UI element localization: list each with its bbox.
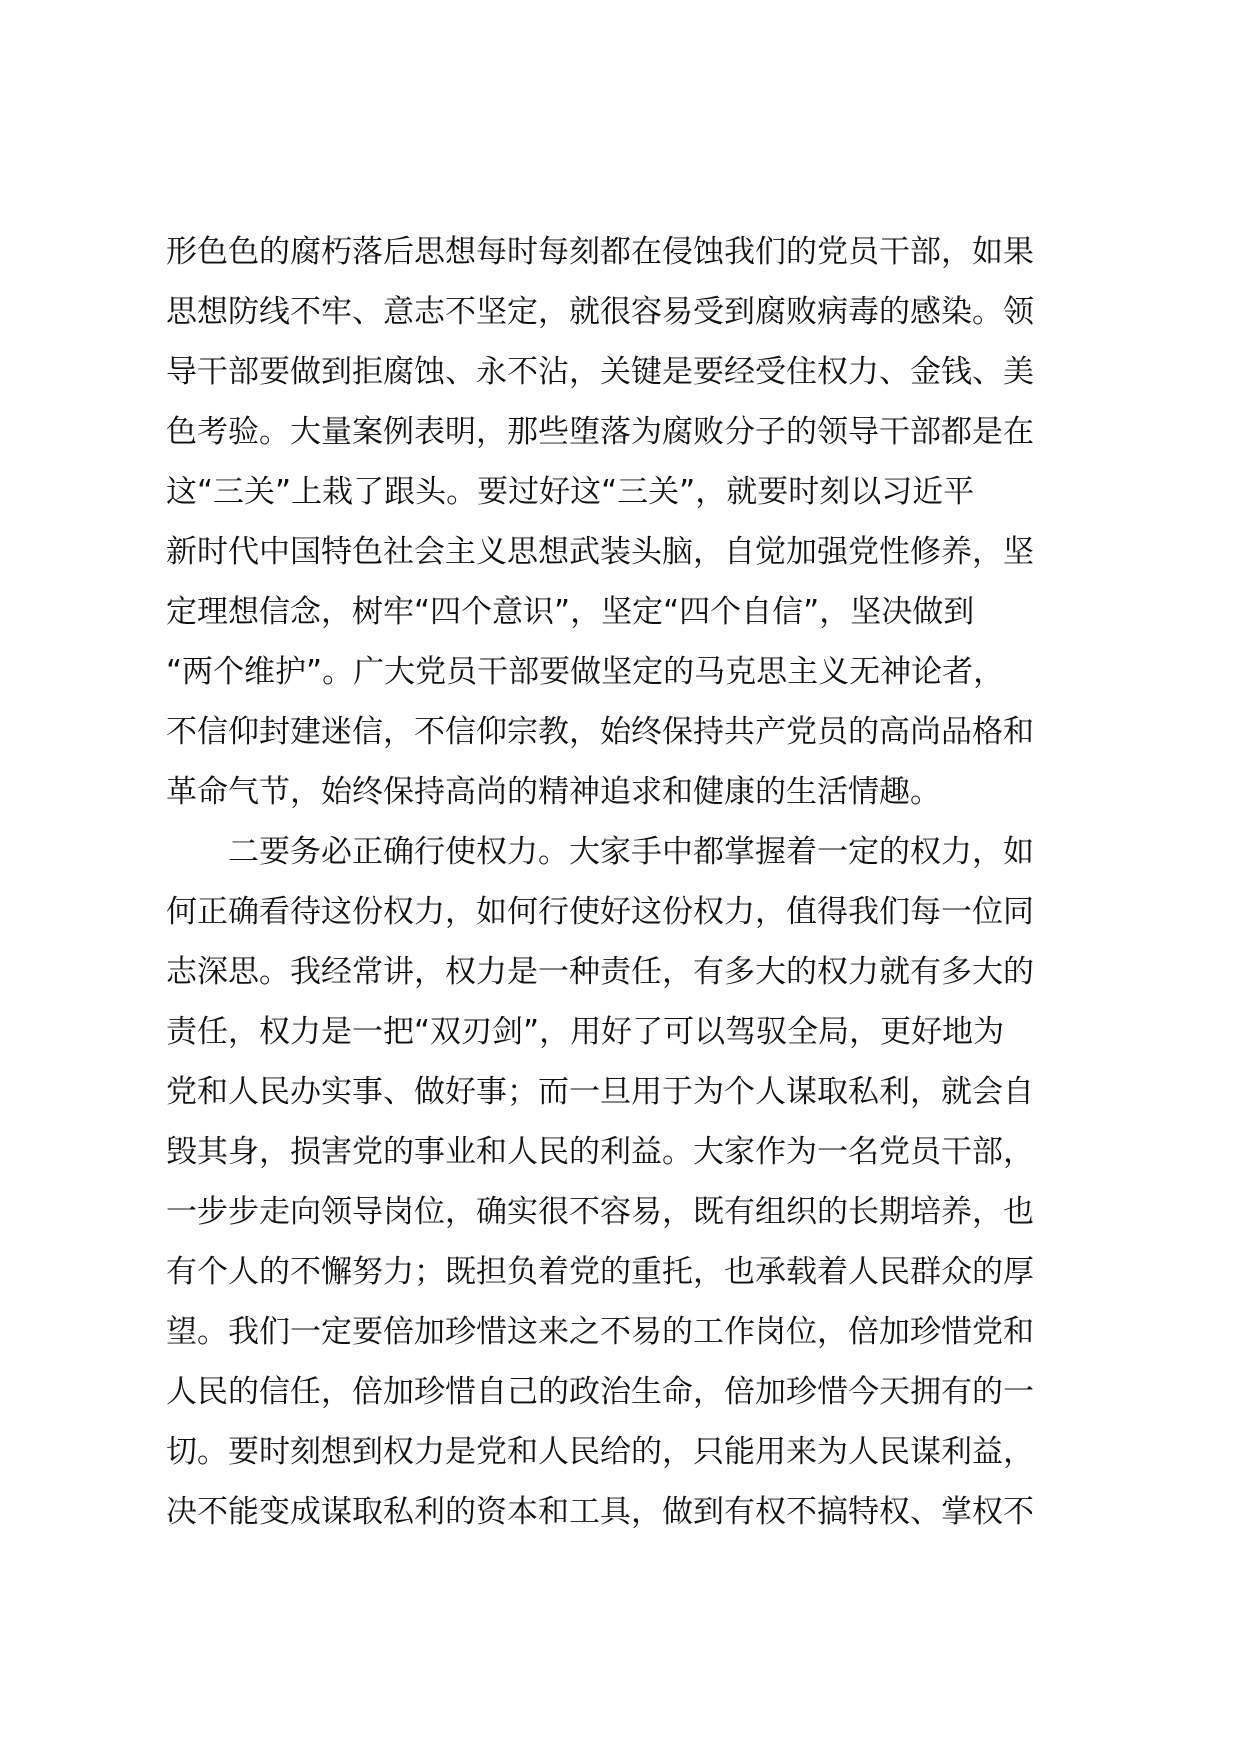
text-line: 形色色的腐朽落后思想每时每刻都在侵蚀我们的党员干部，如果: [166, 234, 1034, 270]
paragraph: [166, 222, 1126, 822]
text-line: 这“三关”上栽了跟头。要过好这“三关”，就要时刻以习近平: [166, 474, 975, 510]
text-line: 何正确看待这份权力，如何行使好这份权力，值得我们每一位同: [166, 894, 1034, 930]
text-line: 人民的信任，倍加珍惜自己的政治生命，倍加珍惜今天拥有的一: [166, 1374, 1034, 1410]
text-line: 二要务必正确行使权力。大家手中都掌握着一定的权力，如: [228, 834, 1034, 870]
text-line: 切。要时刻想到权力是党和人民给的，只能用来为人民谋利益，: [166, 1434, 1034, 1470]
text-line: 党和人民办实事、做好事；而一旦用于为个人谋取私利，就会自: [166, 1074, 1034, 1110]
text-line: 定理想信念，树牢“四个意识”，坚定“四个自信”，坚决做到: [166, 594, 975, 630]
text-line: 一步步走向领导岗位，确实很不容易，既有组织的长期培养，也: [166, 1194, 1034, 1230]
text-line: 望。我们一定要倍加珍惜这来之不易的工作岗位，倍加珍惜党和: [166, 1314, 1034, 1350]
paragraph: [166, 822, 1126, 1542]
text-line: “两个维护”。广大党员干部要做坚定的马克思主义无神论者，: [166, 654, 1005, 690]
text-line: 革命气节，始终保持高尚的精神追求和健康的生活情趣。: [166, 774, 941, 810]
text-line: 有个人的不懈努力；既担负着党的重托，也承载着人民群众的厚: [166, 1254, 1034, 1290]
text-line: 色考验。大量案例表明，那些堕落为腐败分子的领导干部都是在: [166, 414, 1034, 450]
text-line: 志深思。我经常讲，权力是一种责任，有多大的权力就有多大的: [166, 954, 1034, 990]
text-line: 不信仰封建迷信，不信仰宗教，始终保持共产党员的高尚品格和: [166, 714, 1034, 750]
text-line: 新时代中国特色社会主义思想武装头脑，自觉加强党性修养，坚: [166, 534, 1034, 570]
text-line: 决不能变成谋取私利的资本和工具，做到有权不搞特权、掌权不: [166, 1494, 1034, 1530]
text-line: 责任，权力是一把“双刃剑”，用好了可以驾驭全局，更好地为: [166, 1014, 1005, 1050]
text-line: 导干部要做到拒腐蚀、永不沾，关键是要经受住权力、金钱、美: [166, 354, 1034, 390]
body-text: [166, 222, 1126, 1542]
text-line: 思想防线不牢、意志不坚定，就很容易受到腐败病毒的感染。领: [166, 294, 1034, 330]
text-line: 毁其身，损害党的事业和人民的利益。大家作为一名党员干部，: [166, 1134, 1034, 1170]
